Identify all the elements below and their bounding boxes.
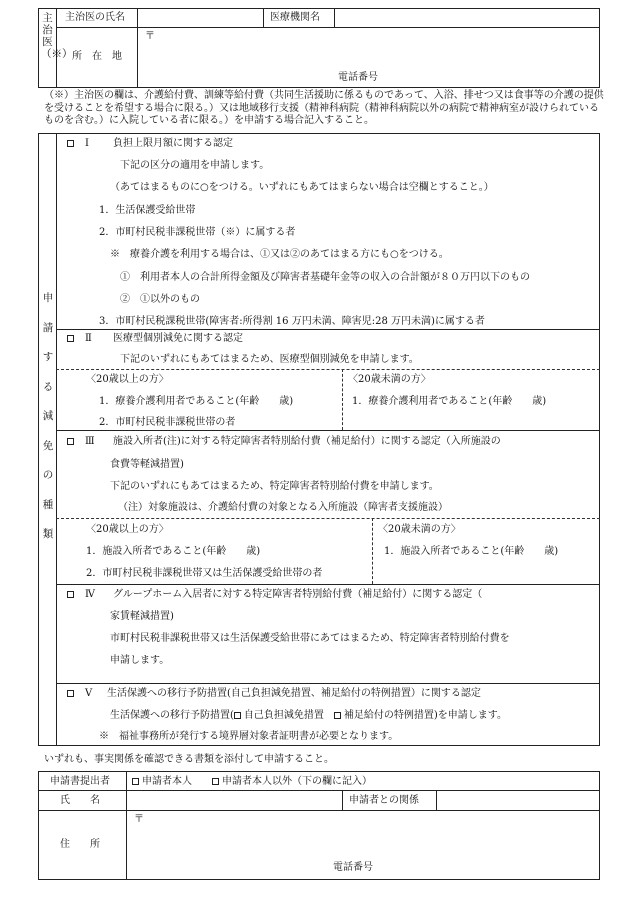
doctor-note: （※）主治医の欄は、介護給付費、訓練等給付費（共同生活援助に係るものであって、入浴、排せつ又は食事等の介護の提供を受けることを希望する場合に限る。）又は地域移行支援（精神科病院（精神科病院以外の病院で精神病室が設けられているものを含む。）に入院している者に限る。）を申請する場合記入すること。 <box>44 90 604 126</box>
doctor-name-field[interactable] <box>139 9 261 26</box>
section-3-line: （注）対象施設は、介護給付費の対象となる入所施設（障害者支援施設） <box>118 502 448 513</box>
section-3-line: 下記のいずれにもあてはまるため、特定障害者特別給付費を申請します。 <box>110 481 439 492</box>
section-1-option-1[interactable]: 1．生活保護受給世帯 <box>99 205 196 216</box>
section-2-title: Ⅱ 医療型個別減免に関する認定 <box>67 333 243 345</box>
section-2-left-option-1[interactable]: 1．療養介護利用者であること(年齢 歳) <box>99 396 294 407</box>
section-3-left-heading: 〈20歳以上の方〉 <box>86 524 169 535</box>
section-5-note: ※ 福祉事務所が発行する境界層対象者証明書が必要となります。 <box>99 731 399 742</box>
section-4-line: 市町村民税非課税世帯又は生活保護受給世帯にあてはまるため、特定障害者特別給付費を <box>110 633 510 644</box>
section-3-checkbox[interactable] <box>67 438 74 445</box>
applicant-name-label: 氏 名 <box>60 795 100 806</box>
submitter-other-checkbox[interactable] <box>212 778 219 785</box>
section-1-sub-option-1[interactable]: ① 利用者本人の合計所得金額及び障害者基礎年金等の収入の合計額が８０万円以下のもの <box>120 272 530 283</box>
section-2-checkbox[interactable] <box>67 335 74 342</box>
section-2-left-heading: 〈20歳以上の方〉 <box>86 374 169 385</box>
section-3-title-cont: 食費等軽減措置) <box>110 459 184 470</box>
section-3-left-option-2[interactable]: 2．市町村民税非課税世帯又は生活保護受給世帯の者 <box>86 568 323 579</box>
self-burden-checkbox[interactable] <box>234 712 241 719</box>
section-3-right-option-1[interactable]: 1．施設入所者であること(年齢 歳) <box>384 546 559 557</box>
section-4-title: Ⅳ グループホーム入居者に対する特定障害者特別給付費（補足給付）に関する認定（ <box>67 589 482 601</box>
attachment-note: いずれも、事実関係を確認できる書類を添付して申請すること。 <box>44 754 334 765</box>
section-1-line: （あてはまるものに○をつける。いずれにもあてはまらない場合は空欄とすること。） <box>110 182 494 193</box>
relation-label: 申請者との関係 <box>349 795 419 806</box>
section-5-title: Ⅴ 生活保護への移行予防措置(自己負担減免措置、補足給付の特例措置）に関する認定 <box>67 688 481 700</box>
doctor-address-label: 所 在 地 <box>72 51 122 62</box>
section-4-checkbox[interactable] <box>67 591 74 598</box>
section-1-option-3[interactable]: 3．市町村民税課税世帯(障害者:所得割 16 万円未満、障害児:28 万円未満)に属する者 <box>99 316 485 327</box>
institution-label: 医療機関名 <box>270 12 320 23</box>
section-1-sub-option-2[interactable]: ② ①以外のもの <box>120 294 200 305</box>
supplement-special-checkbox[interactable] <box>334 712 341 719</box>
section-3-left-option-1[interactable]: 1．施設入所者であること(年齢 歳) <box>86 546 261 557</box>
applicant-name-field[interactable] <box>128 792 340 809</box>
section-1-line: 下記の区分の適用を申請します。 <box>120 160 270 171</box>
section-3-title: Ⅲ 施設入所者(注)に対する特定障害者特別給付費（補足給付）に関する認定（入所施設の <box>67 436 501 448</box>
section-1-title: Ⅰ 負担上限月額に関する認定 <box>67 138 233 150</box>
applicant-postal-mark: 〒 <box>134 814 144 825</box>
section-5-checkbox[interactable] <box>67 690 74 697</box>
submitter-options: 申請者本人 申請者本人以外（下の欄に記入） <box>132 776 372 788</box>
submitter-self-checkbox[interactable] <box>132 778 139 785</box>
submitter-label: 申請書提出者 <box>50 776 110 787</box>
section-2-right-option-1[interactable]: 1．療養介護利用者であること(年齢 歳) <box>352 396 547 407</box>
institution-field[interactable] <box>336 9 598 26</box>
section-5-line: 生活保護への移行予防措置( 自己負担減免措置 補足給付の特例措置)を申請します。 <box>110 710 508 721</box>
reduction-side-label: 申 請 す る 減 免 の 種 類 <box>42 292 54 540</box>
doctor-name-label: 主治医の氏名 <box>65 12 125 23</box>
section-3-right-heading: 〈20歳未満の方〉 <box>378 524 461 535</box>
doctor-side-label: 主治医（※） <box>41 12 73 60</box>
section-4-title-cont: 家賃軽減措置) <box>110 611 174 622</box>
doctor-postal-mark: 〒 <box>145 31 155 42</box>
section-2-line: 下記のいずれにもあてはまるため、医療型個別減免を申請します。 <box>120 354 419 365</box>
section-4-line: 申請します。 <box>110 655 170 666</box>
section-1-line: ※ 療養介護を利用する場合は、①又は②のあてはまる方にも○をつける。 <box>110 249 449 260</box>
section-1-option-2[interactable]: 2．市町村民税非課税世帯（※）に属する者 <box>99 227 296 238</box>
applicant-phone-label: 電話番号 <box>333 862 373 873</box>
relation-field[interactable] <box>438 792 598 809</box>
section-2-left-option-2[interactable]: 2．市町村民税非課税世帯の者 <box>99 417 236 428</box>
applicant-address-label: 住 所 <box>60 839 100 850</box>
doctor-phone-label: 電話番号 <box>338 72 378 83</box>
section-1-checkbox[interactable] <box>67 140 74 147</box>
section-2-right-heading: 〈20歳未満の方〉 <box>348 374 431 385</box>
